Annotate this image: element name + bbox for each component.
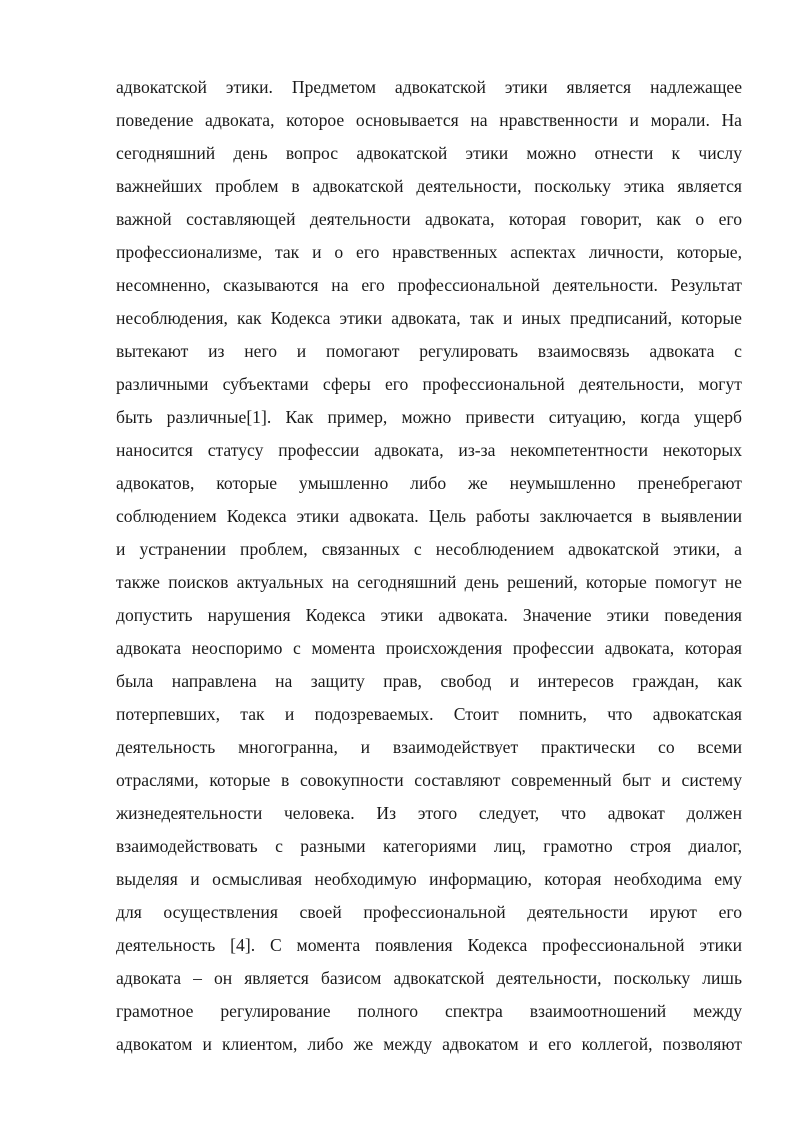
text-line: взаимодействовать с разными категориями лиц, грамотно строя диалог, bbox=[116, 836, 742, 856]
text-line: также поисков актуальных на сегодняшний день решений, которые помогут не bbox=[116, 572, 742, 592]
text-line: деятельность [4]. С момента появления Кодекса профессиональной этики bbox=[116, 935, 742, 955]
text-line: соблюдением Кодекса этики адвоката. Цель работы заключается в выявлении bbox=[116, 506, 742, 526]
text-line: для осуществления своей профессиональной деятельности ируют его bbox=[116, 902, 742, 922]
text-line: важнейших проблем в адвокатской деятельности, поскольку этика является bbox=[116, 176, 742, 196]
text-line: деятельность многогранна, и взаимодействует практически со всеми bbox=[116, 737, 742, 757]
text-line: адвокатом и клиентом, либо же между адвокатом и его коллегой, позволяют bbox=[116, 1034, 742, 1054]
text-line: адвоката – он является базисом адвокатской деятельности, поскольку лишь bbox=[116, 968, 742, 988]
text-line: несомненно, сказываются на его профессиональной деятельности. Результат bbox=[116, 275, 742, 295]
text-line: адвоката неоспоримо с момента происхождения профессии адвоката, которая bbox=[116, 638, 742, 658]
text-line: различными субъектами сферы его профессиональной деятельности, могут bbox=[116, 374, 742, 394]
text-line: сегодняшний день вопрос адвокатской этики можно отнести к числу bbox=[116, 143, 742, 163]
text-line: важной составляющей деятельности адвоката, которая говорит, как о его bbox=[116, 209, 742, 229]
text-line: наносится статусу профессии адвоката, из-за некомпетентности некоторых bbox=[116, 440, 742, 460]
text-line: жизнедеятельности человека. Из этого следует, что адвокат должен bbox=[116, 803, 742, 823]
text-line: несоблюдения, как Кодекса этики адвоката, так и иных предписаний, которые bbox=[116, 308, 742, 328]
text-line: отраслями, которые в совокупности составляют современный быт и систему bbox=[116, 770, 742, 790]
text-line: профессионализме, так и о его нравственных аспектах личности, которые, bbox=[116, 242, 742, 262]
text-line: поведение адвоката, которое основывается на нравственности и морали. На bbox=[116, 110, 742, 130]
body-paragraph bbox=[116, 71, 742, 1061]
text-line: быть различные[1]. Как пример, можно привести ситуацию, когда ущерб bbox=[116, 407, 742, 427]
text-line: вытекают из него и помогают регулировать взаимосвязь адвоката с bbox=[116, 341, 742, 361]
text-line: была направлена на защиту прав, свобод и интересов граждан, как bbox=[116, 671, 742, 691]
text-line: допустить нарушения Кодекса этики адвоката. Значение этики поведения bbox=[116, 605, 742, 625]
text-line: потерпевших, так и подозреваемых. Стоит помнить, что адвокатская bbox=[116, 704, 742, 724]
text-line: грамотное регулирование полного спектра взаимоотношений между bbox=[116, 1001, 742, 1021]
text-line: адвокатов, которые умышленно либо же неумышленно пренебрегают bbox=[116, 473, 742, 493]
text-line: выделяя и осмысливая необходимую информацию, которая необходима ему bbox=[116, 869, 742, 889]
text-line: и устранении проблем, связанных с несоблюдением адвокатской этики, а bbox=[116, 539, 742, 559]
text-line: адвокатской этики. Предметом адвокатской этики является надлежащее bbox=[116, 77, 742, 97]
